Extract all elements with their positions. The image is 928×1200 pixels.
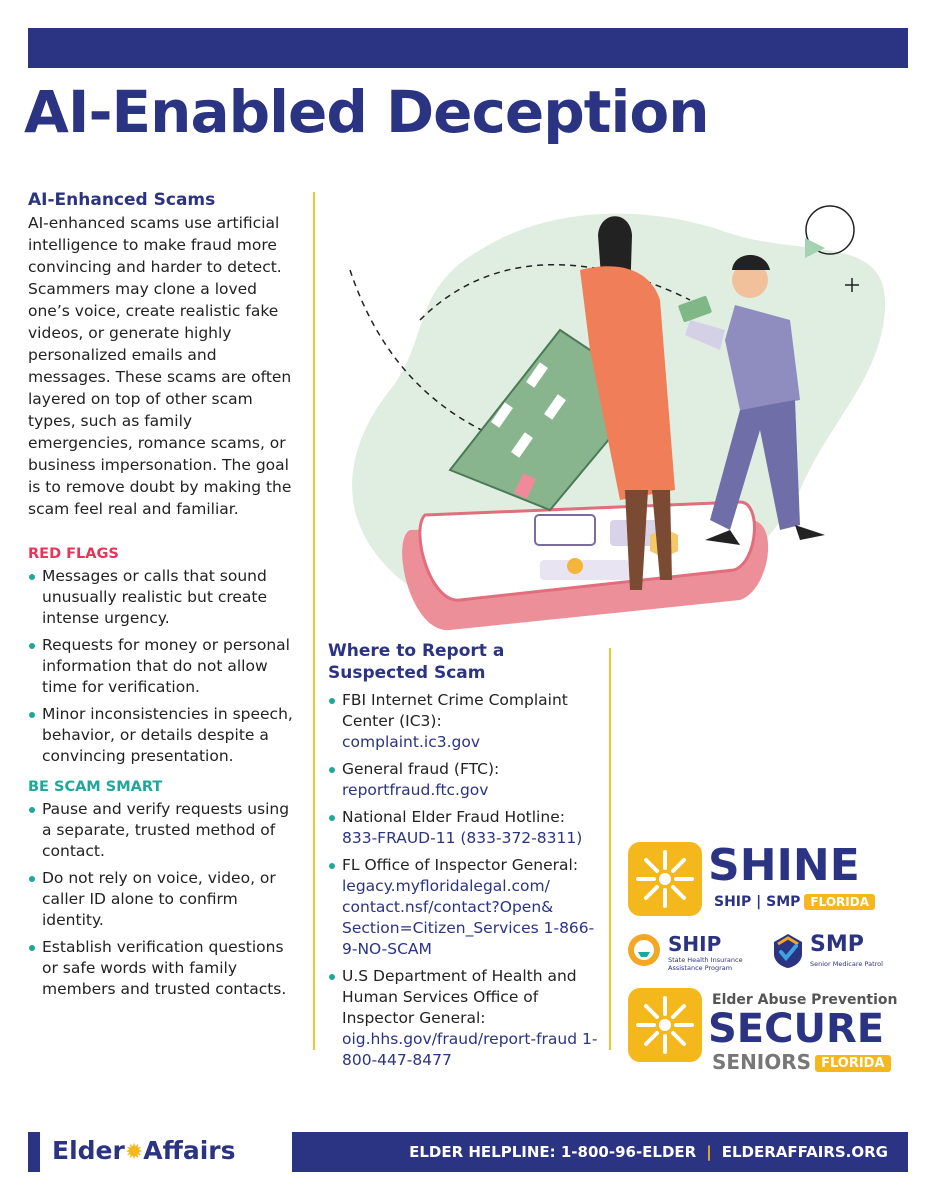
secure-subtitle <box>712 1050 891 1074</box>
florida-tag: FLORIDA <box>815 1055 890 1072</box>
florida-tag: FLORIDA <box>804 894 875 910</box>
list-item: Pause and verify requests using a separate, trusted method of contact. <box>28 799 300 862</box>
scam-illustration <box>330 190 900 640</box>
shine-logo-text: SHINE <box>708 840 860 891</box>
footer-logo-text <box>52 1136 236 1165</box>
report-label: FL Office of Inspector General: <box>342 856 579 874</box>
list-item: Minor inconsistencies in speech, behavior, or details despite a convincing presentation. <box>28 704 300 767</box>
footer-bar <box>292 1132 908 1172</box>
partner-logos <box>622 838 908 1078</box>
column-divider <box>313 192 315 1050</box>
smp-subtitle: Senior Medicare Patrol <box>810 960 883 968</box>
report-label: U.S Department of Health and Human Services Office of Inspector General: <box>342 967 577 1027</box>
list-item: Messages or calls that sound unusually realistic but create intense urgency. <box>28 566 300 629</box>
list-item <box>328 759 604 801</box>
list-item: Establish verification questions or safe words with family members and trusted contacts. <box>28 937 300 1000</box>
report-list <box>328 690 604 1071</box>
list-item: Requests for money or personal information that do not allow time for verification. <box>28 635 300 698</box>
sun-icon: ✹ <box>124 1140 144 1165</box>
shine-sub-text: SHIP | SMP <box>714 894 801 910</box>
secure-tagline: Elder Abuse Prevention <box>712 992 898 1008</box>
ship-logo <box>626 932 756 976</box>
shine-subtitle <box>714 894 875 910</box>
report-link[interactable]: oig.hhs.gov/fraud/report-fraud 1-800-447-8477 <box>342 1030 598 1069</box>
report-label: National Elder Fraud Hotline: <box>342 808 565 826</box>
scam-smart-heading: BE SCAM SMART <box>28 779 163 795</box>
ship-subtitle: State Health Insurance Assistance Program <box>668 956 743 972</box>
list-item: Do not rely on voice, video, or caller ID alone to confirm identity. <box>28 868 300 931</box>
report-link[interactable]: legacy.myfloridalegal.com/ contact.nsf/contact?Open& Section=Citizen_Services 1-866-9-NO-SCAM <box>342 877 595 958</box>
brand-right: Affairs <box>143 1136 236 1165</box>
top-banner <box>28 28 908 68</box>
check-shield-icon <box>770 932 806 970</box>
list-item <box>328 855 604 960</box>
red-flags-list <box>28 566 300 767</box>
report-label: FBI Internet Crime Complaint Center (IC3): <box>342 691 568 730</box>
brand-left: Elder <box>52 1136 125 1165</box>
left-column <box>28 190 300 1006</box>
ship-icon <box>626 932 662 968</box>
report-label: General fraud (FTC): <box>342 760 500 778</box>
report-link[interactable]: reportfraud.ftc.gov <box>342 781 489 799</box>
list-item <box>328 690 604 753</box>
ai-scams-heading: AI-Enhanced Scams <box>28 190 216 210</box>
list-item <box>328 807 604 849</box>
footer-stripe <box>28 1132 40 1172</box>
page-title: AI-Enabled Deception <box>24 78 709 146</box>
smp-logo-text: SMP <box>810 932 864 957</box>
scam-smart-list <box>28 799 300 1000</box>
seniors-text: SENIORS <box>712 1050 812 1074</box>
report-column <box>328 640 604 1077</box>
column-divider <box>609 648 611 1050</box>
ship-logo-text: SHIP <box>668 932 722 956</box>
report-heading: Where to Report a Suspected Scam <box>328 641 505 683</box>
list-item <box>328 966 604 1071</box>
elder-affairs-logo <box>28 1132 278 1172</box>
helpline-text[interactable]: ELDER HELPLINE: 1-800-96-ELDER <box>409 1143 697 1161</box>
red-flags-heading: RED FLAGS <box>28 546 119 562</box>
sun-icon <box>628 988 702 1062</box>
report-link[interactable]: 833-FRAUD-11 (833-372-8311) <box>342 829 583 847</box>
secure-logo-text: SECURE <box>708 1006 885 1052</box>
separator: | <box>706 1143 712 1161</box>
report-link[interactable]: complaint.ic3.gov <box>342 733 480 751</box>
ai-scams-body: AI-enhanced scams use artificial intelligence to make fraud more convincing and harder to detect. Scammers may clone a loved one’s voice, create realistic fake videos, or generate highly personalized emails and messages. These scams are often layered on top of other scam types, such as family emergencies, romance scams, or business impersonation. The goal is to remove doubt by making the scam feel real and familiar. <box>28 214 292 518</box>
smp-logo <box>770 932 906 976</box>
website-link[interactable]: ELDERAFFAIRS.ORG <box>721 1143 888 1161</box>
sun-icon <box>628 842 702 916</box>
